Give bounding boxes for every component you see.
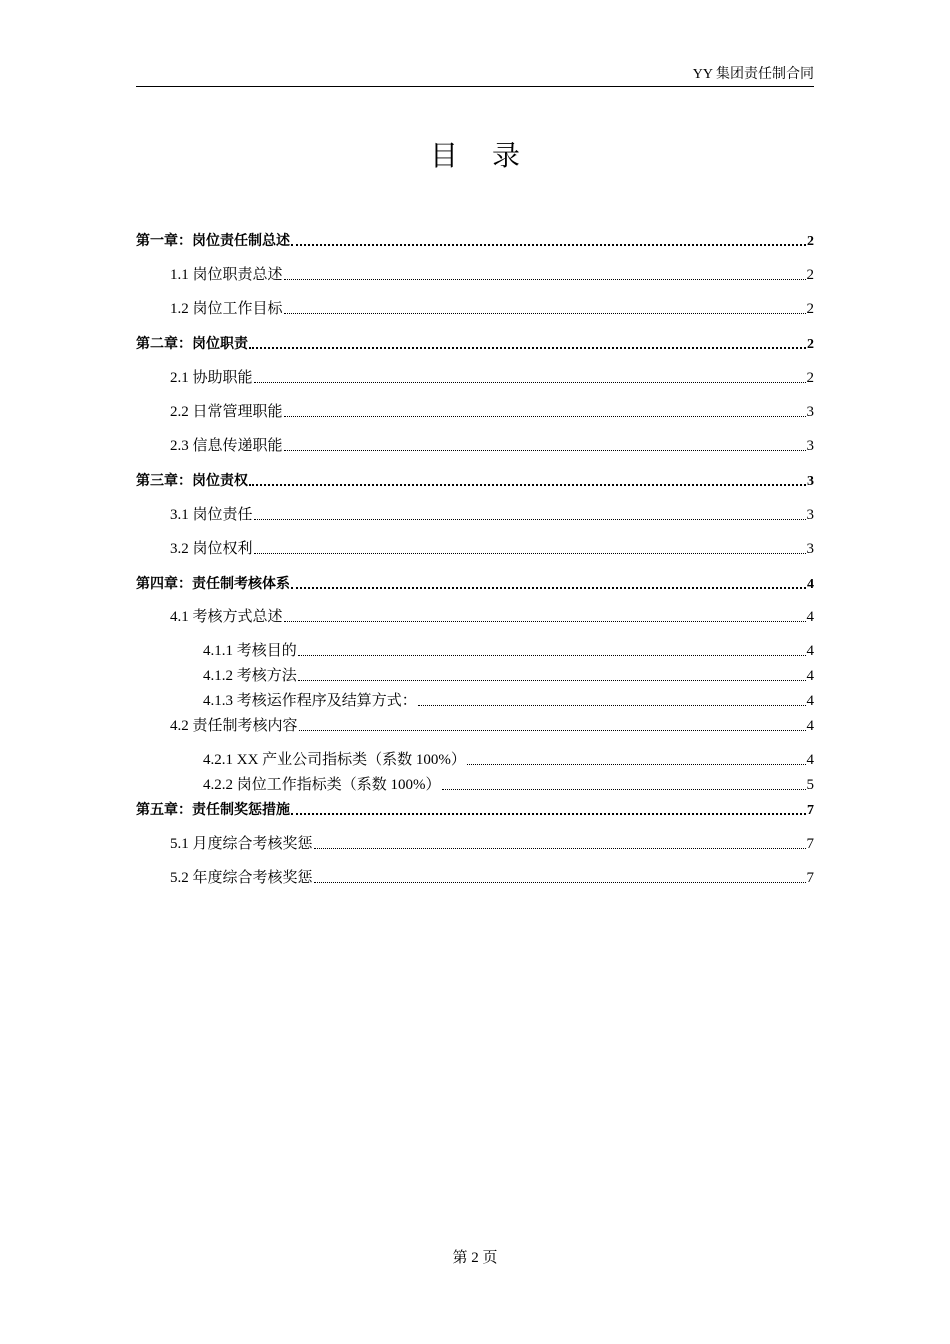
toc-entry-5-2[interactable]	[170, 867, 814, 889]
dot-leader	[291, 813, 806, 815]
toc-entry-label: 3.1 岗位责任	[170, 507, 253, 523]
toc-entry-label: 5.1 月度综合考核奖惩	[170, 836, 313, 852]
page-header	[136, 66, 814, 87]
toc-entry-chapter-2[interactable]	[136, 333, 814, 355]
dot-leader	[299, 730, 806, 731]
toc-entry-4-2[interactable]	[170, 715, 814, 737]
toc-page-number: 7	[807, 803, 814, 818]
dot-leader	[249, 347, 806, 349]
toc-entry-label: 1.1 岗位职责总述	[170, 267, 283, 283]
toc-entry-2-1[interactable]	[170, 367, 814, 389]
header-text: YY 集团责任制合同	[692, 67, 814, 82]
toc-page-number: 3	[807, 474, 814, 489]
toc-page-number: 2	[807, 337, 814, 352]
toc-entry-label: 1.2 岗位工作目标	[170, 301, 283, 317]
toc-entry-label: 2.2 日常管理职能	[170, 404, 283, 420]
toc-page-number: 3	[806, 438, 814, 454]
toc-page-number: 2	[806, 301, 814, 317]
toc-page-number: 3	[806, 404, 814, 420]
toc-entry-label: 第一章：岗位责任制总述	[136, 233, 290, 249]
toc-entry-1-1[interactable]	[170, 264, 814, 286]
toc-page-number: 4	[806, 752, 814, 768]
toc-entry-4-2-1[interactable]	[203, 749, 814, 771]
toc-entry-label: 2.1 协助职能	[170, 370, 253, 386]
toc-page-number: 4	[806, 718, 814, 734]
toc-page-number: 4	[807, 577, 814, 592]
toc-page-number: 2	[807, 234, 814, 249]
toc-entry-chapter-3[interactable]	[136, 470, 814, 492]
toc-entry-2-2[interactable]	[170, 401, 814, 423]
toc-entry-5-1[interactable]	[170, 833, 814, 855]
dot-leader	[314, 882, 806, 883]
dot-leader	[284, 313, 806, 314]
toc-page-number: 7	[806, 870, 814, 886]
dot-leader	[254, 553, 806, 554]
toc-page-number: 2	[806, 370, 814, 386]
toc-entry-label: 4.1 考核方式总述	[170, 609, 283, 625]
toc-entry-label: 5.2 年度综合考核奖惩	[170, 870, 313, 886]
dot-leader	[284, 279, 806, 280]
dot-leader	[284, 450, 806, 451]
toc-entry-label: 第四章：责任制考核体系	[136, 576, 290, 592]
dot-leader	[418, 705, 806, 706]
toc-entry-3-2[interactable]	[170, 538, 814, 560]
toc-entry-label: 4.1.3 考核运作程序及结算方式：	[203, 693, 417, 709]
dot-leader	[298, 680, 806, 681]
toc-entry-label: 第二章：岗位职责	[136, 336, 248, 352]
toc-entry-label: 4.1.2 考核方法	[203, 668, 297, 684]
dot-leader	[291, 587, 806, 589]
dot-leader	[442, 789, 806, 790]
toc-entry-4-1[interactable]	[170, 606, 814, 628]
toc-page-number: 3	[806, 541, 814, 557]
toc-entry-label: 4.2.2 岗位工作指标类（系数 100%）	[203, 777, 441, 793]
dot-leader	[254, 382, 806, 383]
toc-entry-4-1-3[interactable]	[203, 690, 814, 712]
toc-entry-label: 第五章：责任制奖惩措施	[136, 802, 290, 818]
toc-entry-4-1-2[interactable]	[203, 665, 814, 687]
toc-page-number: 5	[806, 777, 814, 793]
dot-leader	[291, 244, 806, 246]
toc-entry-label: 第三章：岗位责权	[136, 473, 248, 489]
toc-entry-3-1[interactable]	[170, 504, 814, 526]
toc-page-number: 4	[806, 643, 814, 659]
toc-entry-label: 2.3 信息传递职能	[170, 438, 283, 454]
toc-entry-label: 4.2.1 XX 产业公司指标类（系数 100%）	[203, 752, 466, 768]
toc-page-number: 4	[806, 693, 814, 709]
toc-page-number: 3	[806, 507, 814, 523]
toc-page-number: 7	[806, 836, 814, 852]
dot-leader	[284, 621, 806, 622]
toc-entry-label: 4.1.1 考核目的	[203, 643, 297, 659]
toc-page-number: 4	[806, 668, 814, 684]
toc-entry-4-2-2[interactable]	[203, 774, 814, 796]
dot-leader	[467, 764, 806, 765]
toc-entry-2-3[interactable]	[170, 435, 814, 457]
toc-entry-chapter-1[interactable]	[136, 230, 814, 252]
dot-leader	[284, 416, 806, 417]
dot-leader	[254, 519, 806, 520]
toc-entry-label: 3.2 岗位权利	[170, 541, 253, 557]
dot-leader	[314, 848, 806, 849]
toc-page-number: 2	[806, 267, 814, 283]
toc-entry-chapter-4[interactable]	[136, 573, 814, 595]
toc-entry-label: 4.2 责任制考核内容	[170, 718, 298, 734]
toc-title: 目录	[429, 139, 554, 172]
toc-entry-4-1-1[interactable]	[203, 640, 814, 662]
toc-page-number: 4	[806, 609, 814, 625]
dot-leader	[298, 655, 806, 656]
toc-entry-1-2[interactable]	[170, 298, 814, 320]
page-footer: 第 2 页	[452, 1250, 498, 1266]
toc-entry-chapter-5[interactable]	[136, 799, 814, 821]
dot-leader	[249, 484, 806, 486]
